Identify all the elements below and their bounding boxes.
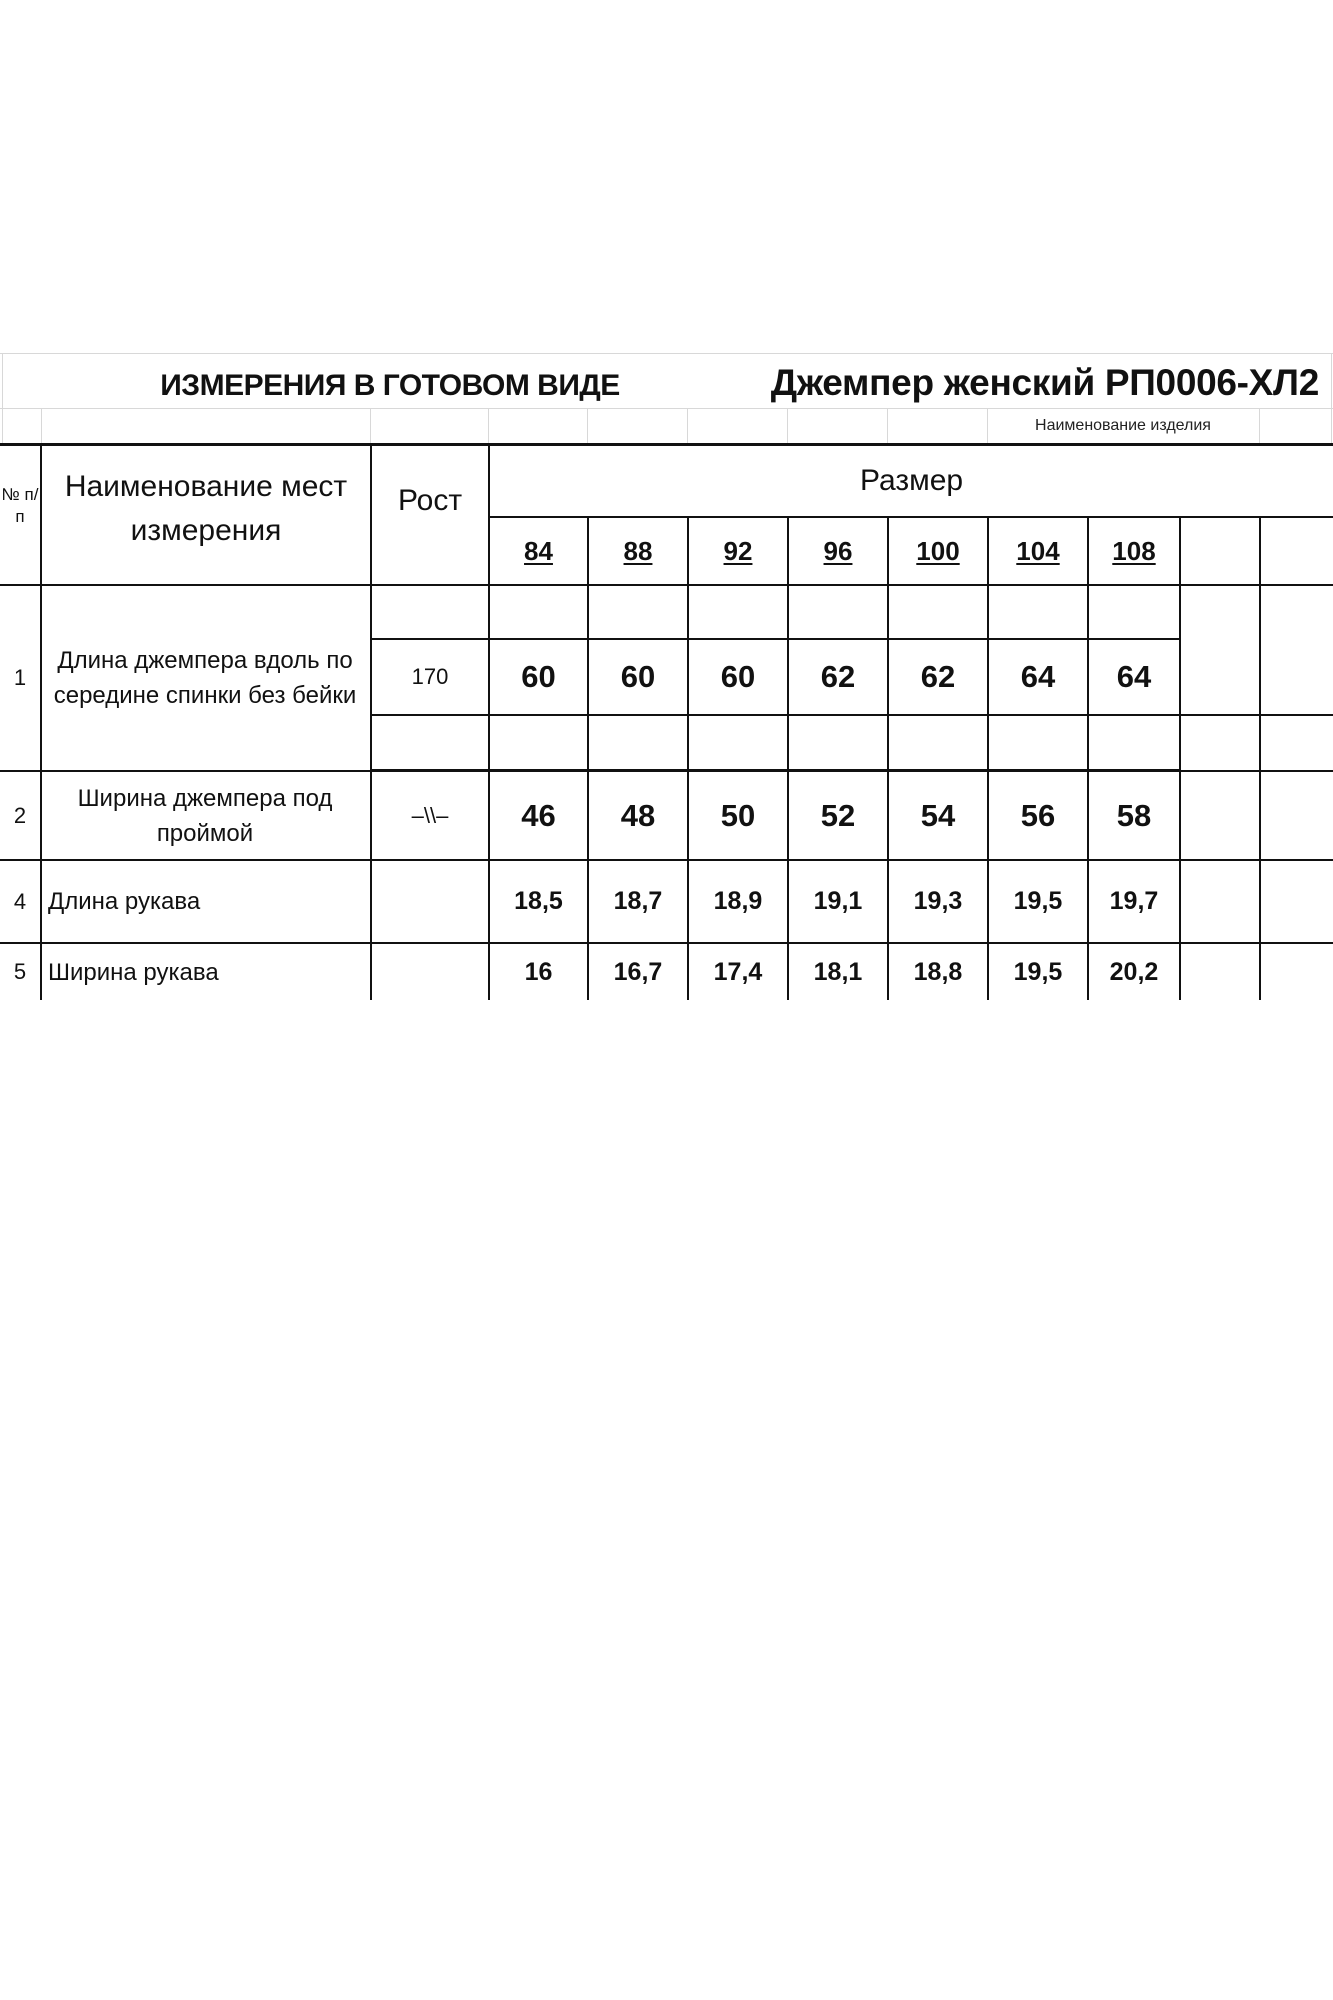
- table-cell: 19,5: [1013, 957, 1063, 986]
- table-cell: 16: [524, 957, 553, 986]
- table-cell: 18,9: [713, 887, 763, 915]
- table-cell: 46: [521, 797, 556, 833]
- table-cell: 16,7: [613, 957, 663, 986]
- table-border: [1179, 516, 1181, 1000]
- row-number: 1: [13, 665, 27, 690]
- grid-line: [41, 408, 42, 443]
- row-height: [372, 944, 488, 1000]
- size-header: 96: [823, 535, 853, 566]
- grid-line: [1259, 408, 1260, 443]
- table-cell: 62: [920, 659, 956, 694]
- table-cell: 50: [720, 797, 756, 833]
- table-cell: 19,5: [1013, 887, 1063, 915]
- table-cell: 64: [1116, 659, 1152, 694]
- row-number: 4: [13, 888, 27, 914]
- table-cell: 54: [920, 797, 956, 833]
- column-header-size-group: Размер: [860, 464, 964, 497]
- table-border: [370, 714, 1333, 716]
- column-header-number: № п/п: [1, 485, 39, 526]
- row-name: Ширина рукава: [48, 958, 219, 986]
- size-header: 88: [623, 535, 653, 566]
- table-border: [1259, 516, 1261, 1000]
- table-cell: 18,5: [514, 887, 563, 915]
- table-cell: 18,8: [913, 957, 963, 986]
- table-cell: 18,1: [813, 957, 863, 986]
- product-caption: Наименование изделия: [1035, 417, 1211, 434]
- table-cell: 18,7: [613, 887, 663, 915]
- table-cell: 48: [620, 797, 656, 833]
- table-cell: 52: [820, 797, 856, 833]
- grid-line: [2, 353, 3, 443]
- row-height: 170: [411, 664, 449, 689]
- row-number: 5: [13, 959, 27, 984]
- grid-line: [787, 408, 788, 443]
- size-header: 100: [916, 535, 960, 566]
- table-border: [0, 443, 1333, 446]
- row-name: Длина джемпера вдоль по середине спинки без бейки: [53, 647, 357, 709]
- size-header: 84: [524, 535, 553, 566]
- size-header: 92: [723, 535, 753, 566]
- column-header-place: Наименование мест измерения: [64, 470, 348, 547]
- grid-line: [887, 408, 888, 443]
- row-name: Длина рукава: [48, 888, 201, 915]
- row-number: 2: [13, 802, 27, 828]
- row-height: [372, 861, 488, 942]
- table-cell: 60: [521, 659, 556, 694]
- column-header-height: Рост: [397, 484, 463, 517]
- table-cell: 56: [1020, 797, 1056, 833]
- table-cell: 64: [1020, 659, 1056, 694]
- table-cell: 60: [720, 659, 756, 694]
- product-name: Джемпер женский РП0006-ХЛ2: [770, 362, 1319, 403]
- table-cell: 58: [1116, 797, 1152, 833]
- table-cell: 19,7: [1109, 887, 1159, 915]
- row-height: –\\–: [411, 802, 449, 828]
- table-cell: 19,1: [813, 887, 863, 915]
- size-header: 108: [1112, 535, 1156, 566]
- table-cell: 60: [620, 659, 656, 694]
- row-name: Ширина джемпера под проймой: [77, 784, 333, 847]
- size-header: 104: [1016, 535, 1060, 566]
- table-cell: 19,3: [913, 887, 963, 915]
- document-title: ИЗМЕРЕНИЯ В ГОТОВОМ ВИДЕ: [160, 369, 620, 402]
- table-cell: 20,2: [1109, 957, 1159, 986]
- table-cell: 17,4: [713, 957, 763, 986]
- measurement-table: [0, 353, 1333, 1000]
- table-cell: 62: [820, 659, 856, 694]
